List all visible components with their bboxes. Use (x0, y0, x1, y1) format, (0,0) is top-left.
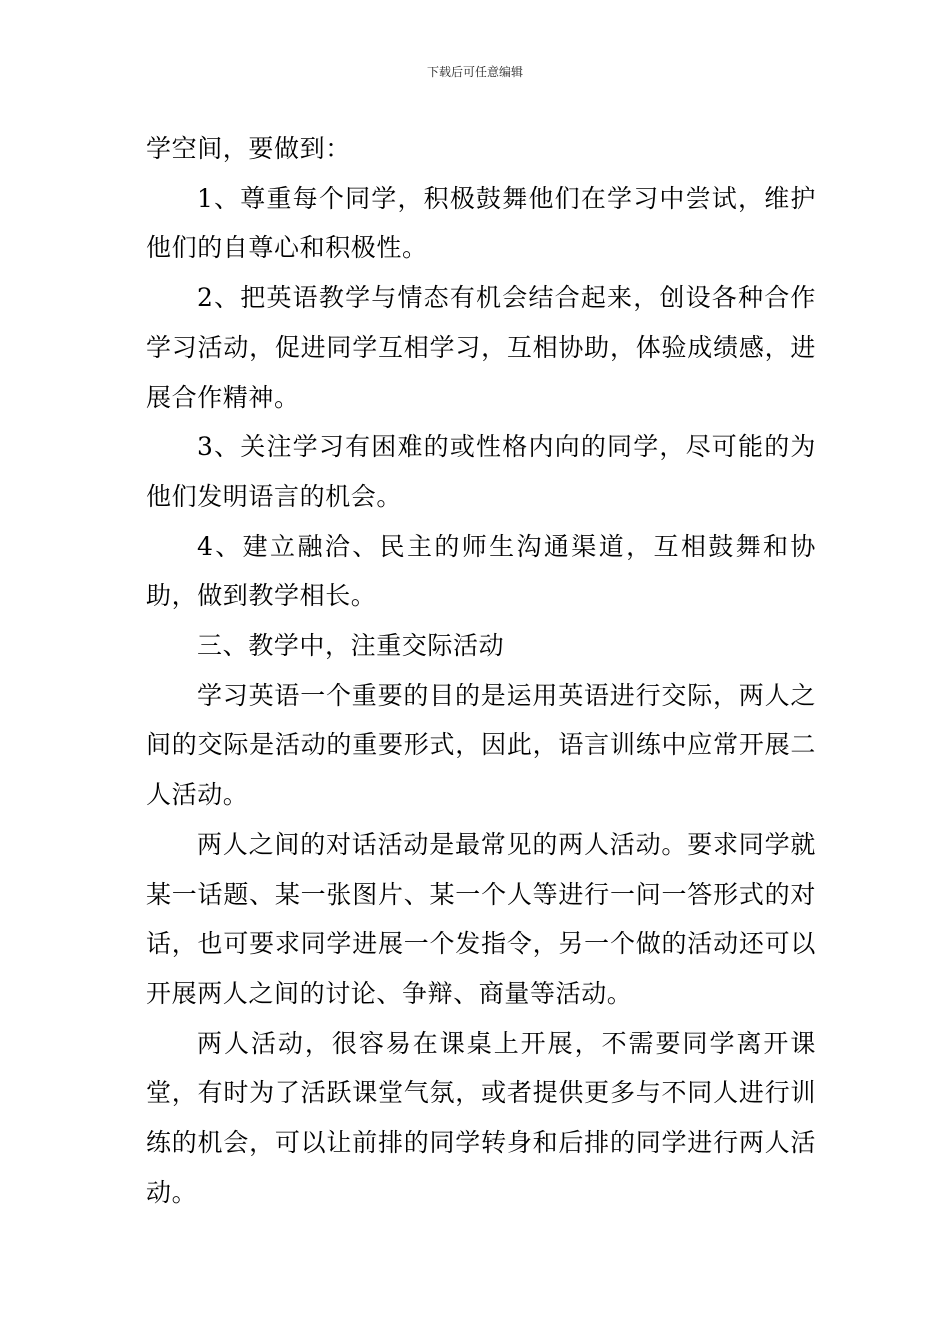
paragraph-1: 学空间，要做到： (146, 134, 351, 163)
paragraph-2: 1、尊重每个同学，积极鼓舞他们在学习中尝试，维护他们的自尊心和积极性。 (146, 183, 816, 263)
paragraph-3: 2、把英语教学与情态有机会结合起来，创设各种合作学习活动，促进同学互相学习，互相协助，体验成绩感，进展合作精神。 (146, 283, 816, 412)
paragraph-4: 3、关注学习有困难的或性格内向的同学，尽可能的为他们发明语言的机会。 (146, 432, 816, 511)
page-header: 下载后可任意编辑 (426, 65, 523, 79)
document-body (146, 124, 816, 1217)
paragraph-7: 学习英语一个重要的目的是运用英语进行交际，两人之间的交际是活动的重要形式，因此，语言训练中应常开展二人活动。 (146, 680, 816, 810)
paragraph-8: 两人之间的对话活动是最常见的两人活动。要求同学就某一话题、某一张图片、某一个人等进行一问一答形式的对话，也可要求同学进展一个发指令，另一个做的活动还可以开展两人之间的讨论、争辩、商量等活动。 (146, 829, 816, 1008)
paragraph-9: 两人活动，很容易在课桌上开展，不需要同学离开课堂，有时为了活跃课堂气氛，或者提供更多与不同人进行训练的机会，可以让前排的同学转身和后排的同学进行两人活动。 (146, 1028, 816, 1207)
section-heading: 三、教学中，注重交际活动 (197, 631, 505, 661)
paragraph-5: 4、建立融洽、民主的师生沟通渠道，互相鼓舞和协助，做到教学相长。 (146, 531, 816, 611)
